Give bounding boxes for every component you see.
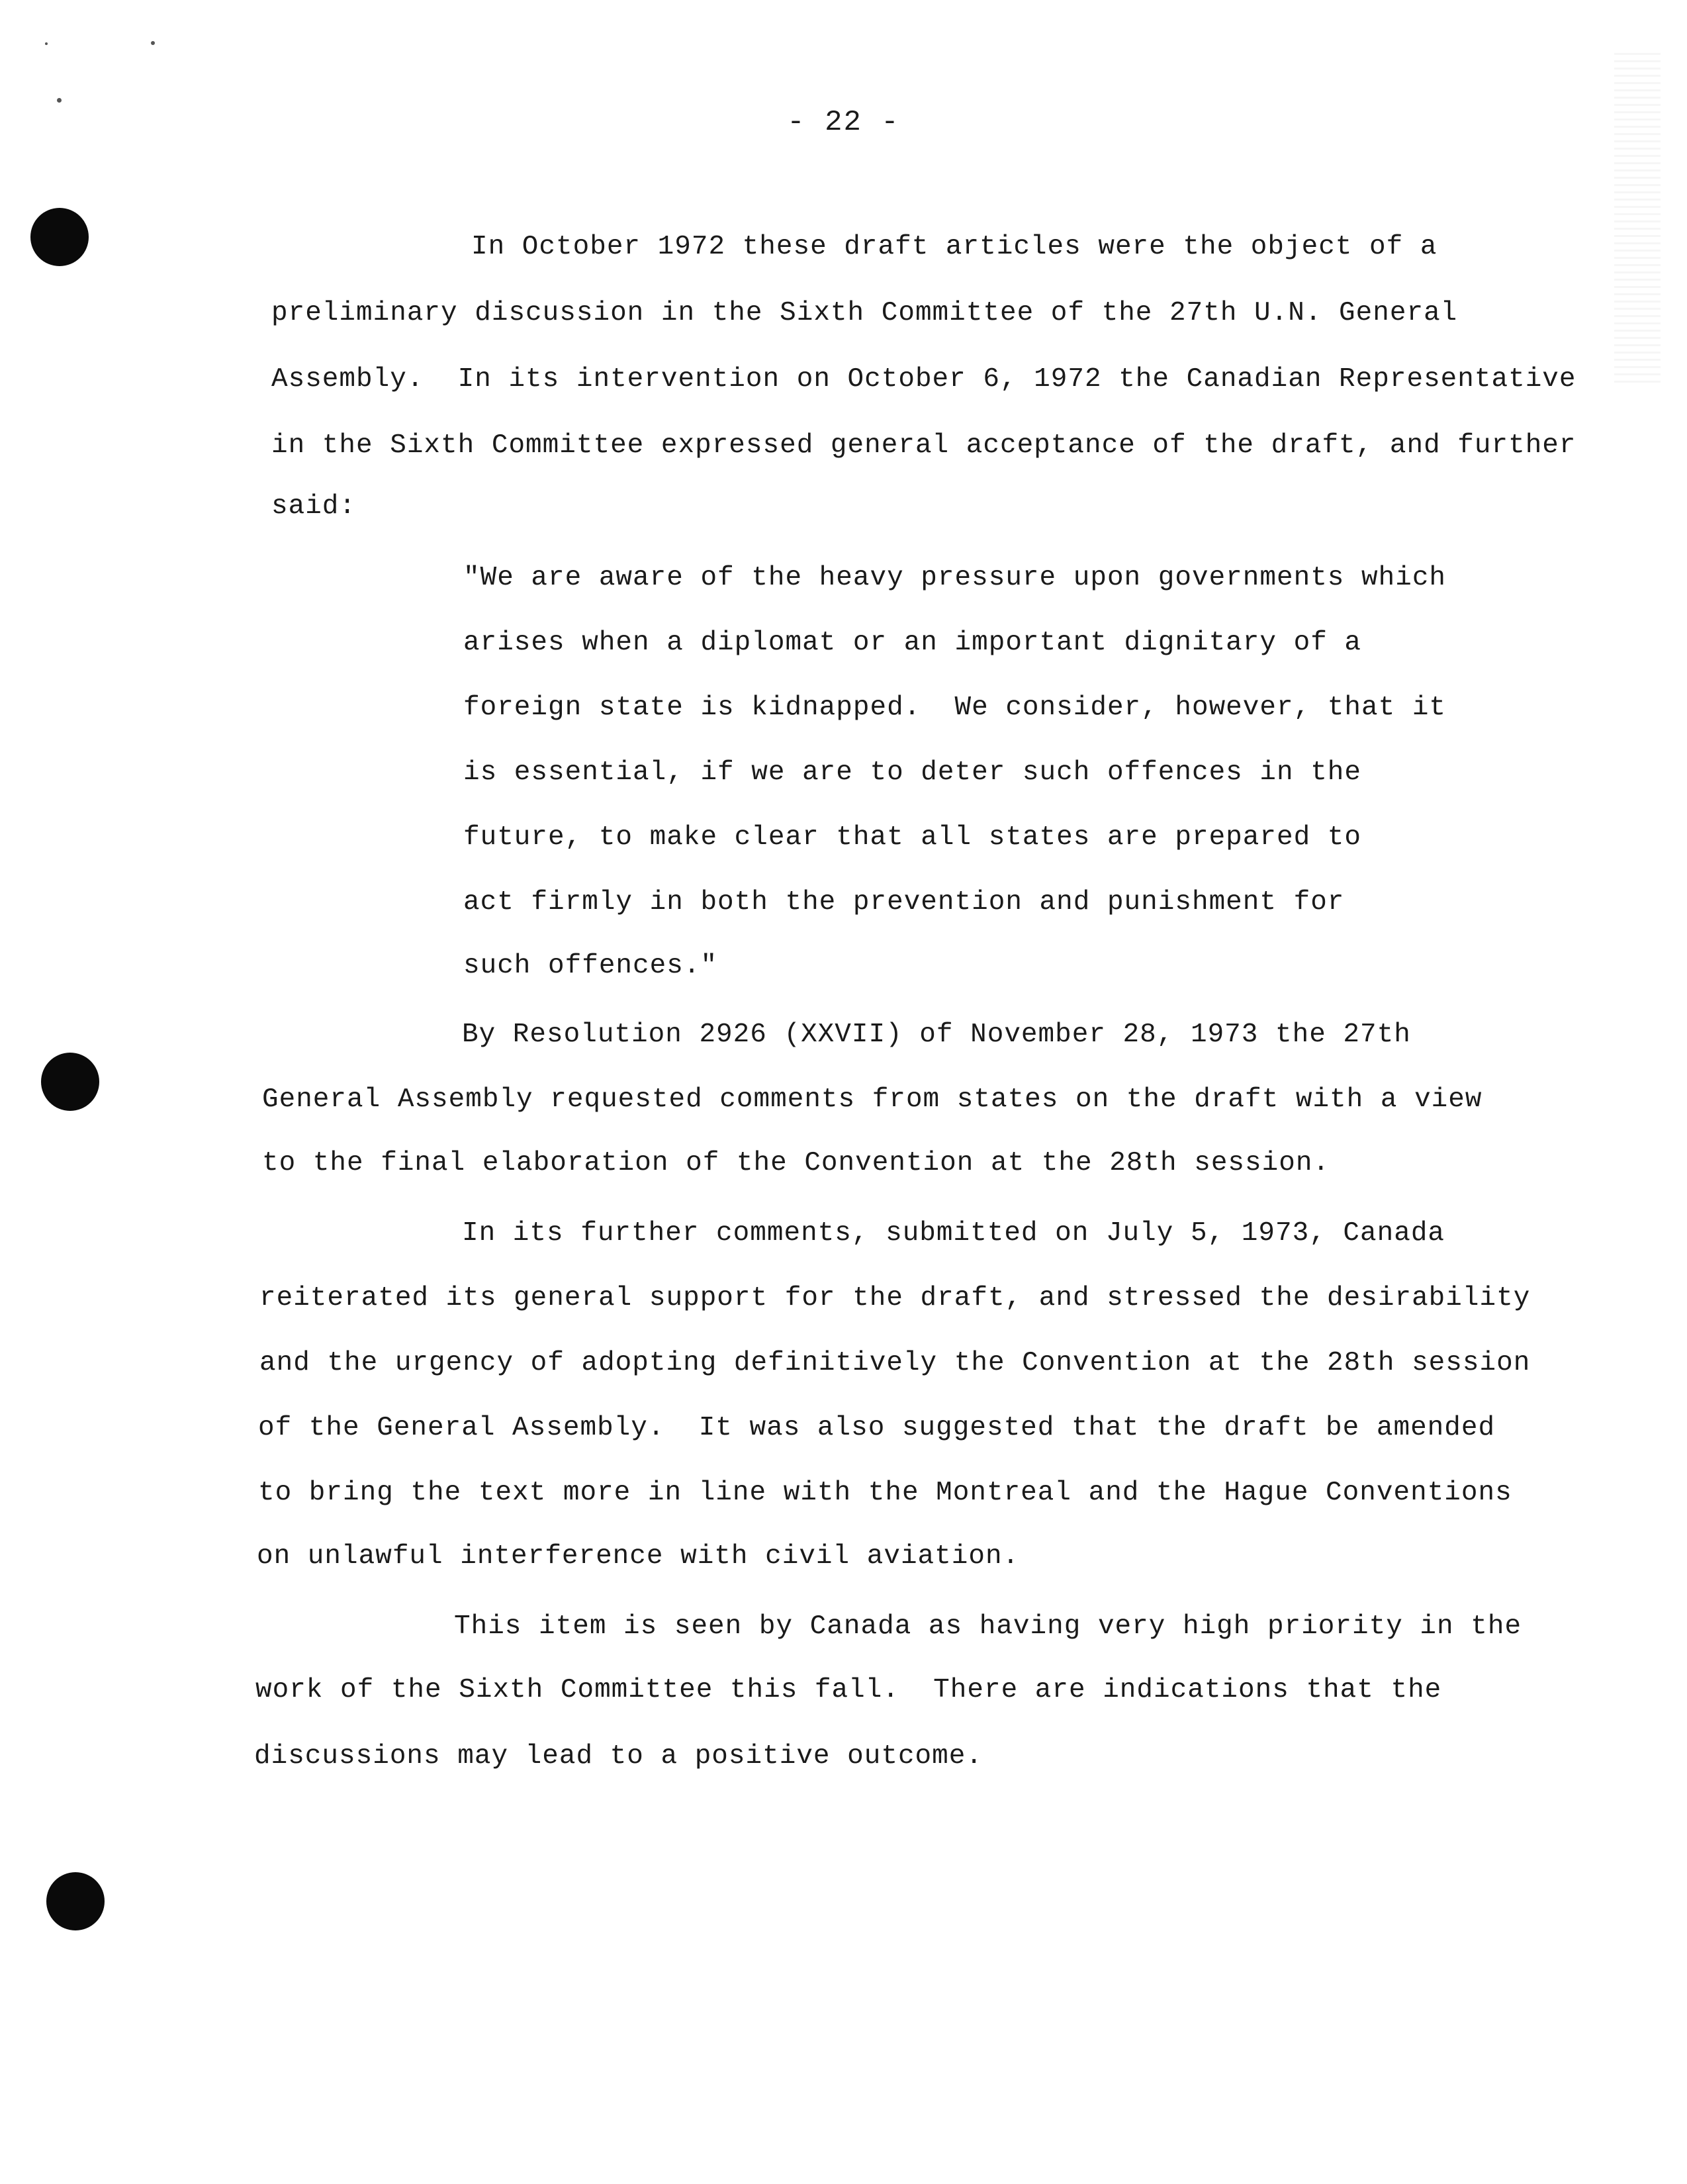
paragraph-4-line-1: In its further comments, submitted on July 5, 1973, Canada: [462, 1218, 1445, 1249]
paragraph-5-line-2: work of the Sixth Committee this fall. There are indications that the: [255, 1675, 1442, 1705]
quote-line-5: future, to make clear that all states are prepared to: [463, 822, 1362, 853]
quote-line-3: foreign state is kidnapped. We consider, however, that it: [463, 692, 1447, 723]
quote-line-4: is essential, if we are to deter such offences in the: [463, 757, 1362, 788]
scan-speck: [57, 98, 62, 103]
quote-line-1: "We are aware of the heavy pressure upon governments which: [463, 563, 1447, 593]
paragraph-3-line-2: General Assembly requested comments from states on the draft with a view: [262, 1084, 1482, 1115]
scan-speck: [45, 42, 48, 45]
paragraph-1-line-3: Assembly. In its intervention on October 6, 1972 the Canadian Representative: [271, 364, 1576, 395]
paragraph-4-line-4: of the General Assembly. It was also suggested that the draft be amended: [258, 1413, 1496, 1443]
paragraph-4-line-3: and the urgency of adopting definitively the Convention at the 28th session: [259, 1348, 1531, 1378]
scan-margin-noise: [1614, 53, 1661, 384]
paragraph-3-line-3: to the final elaboration of the Convention at the 28th session.: [262, 1148, 1330, 1178]
paragraph-1-line-4: in the Sixth Committee expressed general acceptance of the draft, and further: [271, 430, 1576, 461]
paragraph-5-line-1: This item is seen by Canada as having very high priority in the: [454, 1611, 1522, 1642]
quote-line-7: such offences.": [463, 951, 718, 981]
paragraph-4-line-5: to bring the text more in line with the Montreal and the Hague Conventions: [258, 1478, 1512, 1508]
punch-hole-top: [30, 208, 89, 266]
quote-line-6: act firmly in both the prevention and punishment for: [463, 887, 1345, 918]
paragraph-5-line-3: discussions may lead to a positive outcome.: [254, 1741, 983, 1772]
punch-hole-bottom: [46, 1872, 105, 1930]
paragraph-4-line-6: on unlawful interference with civil aviation.: [257, 1541, 1020, 1572]
punch-hole-middle: [41, 1053, 99, 1111]
scan-speck: [151, 41, 155, 45]
paragraph-1-line-5: said:: [271, 491, 357, 522]
page-number: - 22 -: [787, 106, 900, 139]
paragraph-1-line-2: preliminary discussion in the Sixth Committee of the 27th U.N. General: [271, 298, 1458, 328]
paragraph-4-line-2: reiterated its general support for the draft, and stressed the desirability: [259, 1283, 1531, 1313]
paragraph-1-line-1: In October 1972 these draft articles were the object of a: [471, 232, 1437, 262]
paragraph-3-line-1: By Resolution 2926 (XXVII) of November 28, 1973 the 27th: [462, 1020, 1411, 1050]
quote-line-2: arises when a diplomat or an important dignitary of a: [463, 628, 1362, 658]
